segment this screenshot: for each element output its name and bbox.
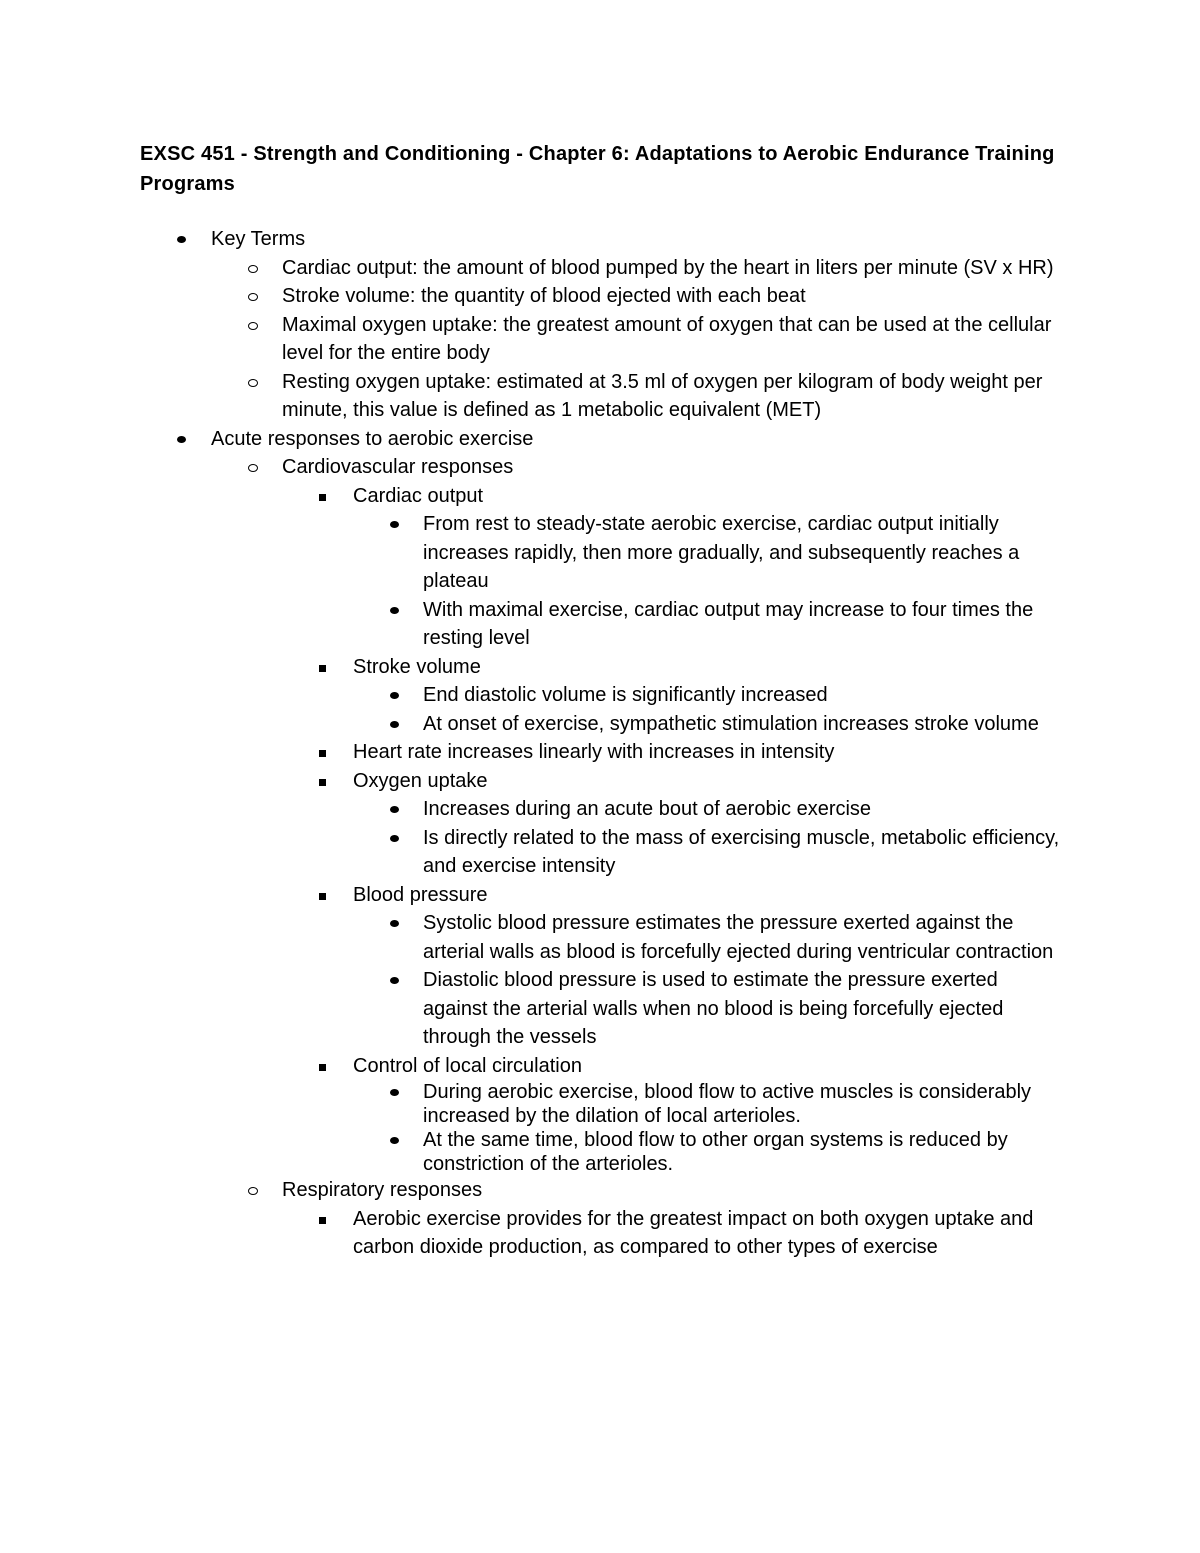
topic-local-circulation: Control of local circulation	[353, 1054, 582, 1077]
filled-circle-bullet-icon	[390, 721, 399, 728]
list-item	[0, 909, 1063, 966]
point-text: At the same time, blood flow to other organ systems is reduced by constriction of the arterioles.	[423, 1129, 1008, 1175]
square-bullet-icon	[319, 494, 326, 501]
key-term-stroke-volume: Stroke volume: the quantity of blood ejected with each beat	[282, 285, 806, 307]
list-item	[0, 1176, 1062, 1205]
list-item	[0, 738, 1063, 767]
filled-circle-bullet-icon	[177, 436, 186, 443]
list-item	[0, 1052, 1063, 1081]
list-item	[0, 254, 1062, 283]
topic-cardiac-output: Cardiac output	[353, 484, 484, 507]
filled-circle-bullet-icon	[390, 1137, 399, 1144]
filled-circle-bullet-icon	[390, 607, 399, 614]
list-item	[0, 1080, 1063, 1128]
list-item	[0, 282, 1062, 311]
key-term-max-oxygen-uptake: Maximal oxygen uptake: the greatest amount of oxygen that can be used at the cellular level for the entire body	[282, 313, 1052, 364]
filled-circle-bullet-icon	[390, 1089, 399, 1096]
point-text: Increases during an acute bout of aerobic exercise	[423, 798, 872, 820]
list-item	[0, 710, 1063, 739]
topic-oxygen-uptake: Oxygen uptake	[353, 769, 488, 792]
filled-circle-bullet-icon	[390, 806, 399, 813]
hollow-circle-bullet-icon	[248, 379, 258, 387]
point-text: With maximal exercise, cardiac output may increase to four times the resting level	[423, 598, 1034, 649]
filled-circle-bullet-icon	[390, 692, 399, 699]
document-title: EXSC 451 - Strength and Conditioning - Chapter 6: Adaptations to Aerobic Endurance Training Programs	[140, 143, 1055, 195]
key-term-cardiac-output: Cardiac output: the amount of blood pumped by the heart in liters per minute (SV x HR)	[282, 256, 1054, 279]
list-item	[0, 881, 1063, 910]
point-text: During aerobic exercise, blood flow to active muscles is considerably increased by the dilation of local arterioles.	[423, 1081, 1032, 1127]
topic-heart-rate: Heart rate increases linearly with increases in intensity	[353, 741, 835, 763]
key-term-resting-oxygen-uptake: Resting oxygen uptake: estimated at 3.5 ml of oxygen per kilogram of body weight per minute, this value is defined as 1 metabolic equivalent (MET)	[282, 370, 1043, 421]
list-item	[0, 311, 1062, 368]
square-bullet-icon	[319, 665, 326, 672]
point-text: From rest to steady-state aerobic exercise, cardiac output initially increases rapidly, then more gradually, and subsequently reaches a plateau	[423, 513, 1020, 592]
point-text: Systolic blood pressure estimates the pressure exerted against the arterial walls as blood is forcefully ejected during ventricular contraction	[423, 912, 1054, 963]
filled-circle-bullet-icon	[390, 521, 399, 528]
square-bullet-icon	[319, 750, 326, 757]
point-text: At onset of exercise, sympathetic stimulation increases stroke volume	[423, 712, 1039, 735]
subheading-respiratory: Respiratory responses	[282, 1179, 483, 1201]
point-text: Diastolic blood pressure is used to estimate the pressure exerted against the arterial walls when no blood is being forcefully ejected through the vessels	[423, 969, 1004, 1048]
topic-blood-pressure: Blood pressure	[353, 883, 488, 906]
list-item	[0, 510, 1063, 596]
list-item	[0, 681, 1063, 710]
list-item	[0, 596, 1063, 653]
section-heading-acute-responses: Acute responses to aerobic exercise	[211, 427, 534, 450]
point-text: Is directly related to the mass of exercising muscle, metabolic efficiency, and exercise intensity	[423, 826, 1060, 877]
notes-outline	[0, 225, 1200, 1262]
subheading-cardiovascular: Cardiovascular responses	[282, 456, 514, 478]
hollow-circle-bullet-icon	[248, 293, 258, 301]
square-bullet-icon	[319, 1217, 326, 1224]
list-item	[0, 1205, 1063, 1262]
list-item	[0, 1128, 1063, 1176]
list-item	[0, 225, 1061, 254]
square-bullet-icon	[319, 1064, 326, 1071]
list-item	[0, 966, 1063, 1052]
list-item	[0, 653, 1063, 682]
list-item	[0, 368, 1062, 425]
list-item	[0, 425, 1061, 454]
topic-stroke-volume: Stroke volume	[353, 655, 481, 678]
hollow-circle-bullet-icon	[248, 1187, 258, 1195]
filled-circle-bullet-icon	[390, 835, 399, 842]
filled-circle-bullet-icon	[390, 977, 399, 984]
hollow-circle-bullet-icon	[248, 265, 258, 273]
square-bullet-icon	[319, 779, 326, 786]
hollow-circle-bullet-icon	[248, 322, 258, 330]
list-item	[0, 795, 1063, 824]
list-item	[0, 482, 1063, 511]
list-item	[0, 824, 1063, 881]
square-bullet-icon	[319, 893, 326, 900]
point-text: End diastolic volume is significantly increased	[423, 684, 828, 706]
list-item	[0, 767, 1063, 796]
hollow-circle-bullet-icon	[248, 464, 258, 472]
filled-circle-bullet-icon	[390, 920, 399, 927]
point-text: Aerobic exercise provides for the greatest impact on both oxygen uptake and carbon dioxide production, as compared to other types of exercise	[353, 1207, 1034, 1258]
section-heading-key-terms: Key Terms	[211, 228, 306, 250]
list-item	[0, 453, 1062, 482]
filled-circle-bullet-icon	[177, 236, 186, 243]
